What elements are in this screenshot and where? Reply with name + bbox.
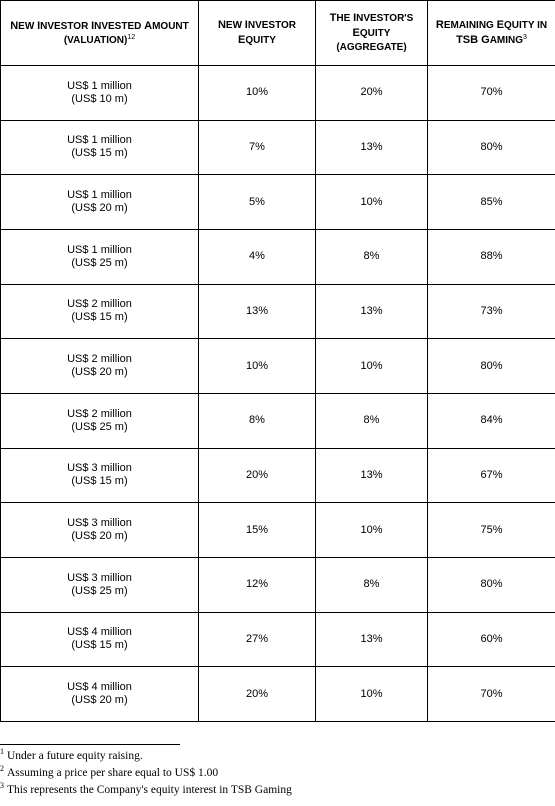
amount-cell-text: US$ 1 million xyxy=(67,134,132,147)
new-equity-cell xyxy=(199,503,316,558)
new-equity-cell xyxy=(199,393,316,448)
aggregate-equity-cell xyxy=(316,448,428,503)
amount-cell-text: (US$ 25 m) xyxy=(71,584,128,597)
remaining-equity-cell-text: 80% xyxy=(480,140,503,153)
new-equity-cell-text: 13% xyxy=(245,304,269,317)
amount-cell-text: US$ 2 million xyxy=(67,298,132,311)
remaining-equity-cell xyxy=(428,612,555,667)
amount-cell xyxy=(1,284,199,339)
amount-cell xyxy=(1,667,199,722)
new-equity-cell-text: 8% xyxy=(249,414,265,427)
new-equity-cell-text: 10% xyxy=(245,359,269,372)
remaining-equity-cell-text: 70% xyxy=(480,687,503,700)
header-text: NVESTOR xyxy=(40,20,92,32)
remaining-equity-cell-text: 80% xyxy=(480,359,503,372)
remaining-equity-cell-text: 88% xyxy=(480,250,503,263)
aggregate-equity-cell-text: 10% xyxy=(360,523,383,536)
aggregate-equity-cell-text: 13% xyxy=(360,632,383,645)
remaining-equity-cell-text: 75% xyxy=(480,523,503,536)
table-row xyxy=(1,503,555,558)
amount-cell xyxy=(1,120,199,175)
table-row xyxy=(1,120,555,175)
header-text: QUITY xyxy=(359,28,391,39)
header-text: I xyxy=(37,19,41,32)
header-text: NVESTOR'S xyxy=(356,13,414,24)
remaining-equity-cell-text: 84% xyxy=(480,414,503,427)
remaining-equity-cell-text: 70% xyxy=(480,86,503,99)
new-equity-cell-text: 4% xyxy=(249,250,265,263)
amount-cell-text: US$ 1 million xyxy=(67,79,132,92)
amount-cell xyxy=(1,229,199,284)
remaining-equity-cell-text: 73% xyxy=(480,304,503,317)
amount-cell-text: (US$ 10 m) xyxy=(71,92,128,105)
amount-cell xyxy=(1,612,199,667)
header-text: HE xyxy=(336,13,354,24)
header-row xyxy=(1,1,555,66)
amount-cell xyxy=(1,448,199,503)
footnote-number: 2 xyxy=(0,764,4,773)
header-aggregate-equity xyxy=(316,1,428,66)
header-text: EW xyxy=(18,20,38,32)
aggregate-equity-cell-text: 13% xyxy=(360,140,383,153)
remaining-equity-cell xyxy=(428,120,555,175)
new-equity-cell-text: 27% xyxy=(245,632,269,645)
aggregate-equity-cell-text: 8% xyxy=(363,250,380,263)
header-text: T xyxy=(329,12,337,24)
table-row xyxy=(1,339,555,394)
aggregate-equity-cell xyxy=(316,393,428,448)
aggregate-equity-cell-text: 10% xyxy=(360,195,383,208)
remaining-equity-cell-text: 67% xyxy=(480,468,503,481)
table-row xyxy=(1,448,555,503)
amount-cell xyxy=(1,503,199,558)
footnote-1 xyxy=(0,748,292,765)
footnote-text: Under a future equity raising. xyxy=(7,750,143,762)
header-text: QUITY xyxy=(245,35,276,46)
footnote-text: Assuming a price per share equal to US$ 1.00 xyxy=(7,767,219,779)
header-text: (VALUATION) xyxy=(63,34,128,46)
amount-cell-text: (US$ 20 m) xyxy=(71,366,128,379)
remaining-equity-cell xyxy=(428,175,555,230)
header-remaining-equity xyxy=(428,1,555,66)
footnote-text: This represents the Company's equity interest in TSB Gaming xyxy=(7,784,292,796)
remaining-equity-cell xyxy=(428,667,555,722)
aggregate-equity-cell-text: 13% xyxy=(360,304,383,317)
new-equity-cell-text: 7% xyxy=(249,140,265,153)
amount-cell-text: (US$ 15 m) xyxy=(71,475,128,488)
amount-cell-text: US$ 3 million xyxy=(67,517,132,530)
header-text: QUITY IN xyxy=(503,20,548,31)
amount-cell-text: US$ 4 million xyxy=(67,626,132,639)
header-text: N xyxy=(217,19,226,31)
table-row xyxy=(1,175,555,230)
amount-cell xyxy=(1,175,199,230)
new-equity-cell-text: 20% xyxy=(245,468,269,481)
aggregate-equity-cell xyxy=(316,229,428,284)
new-equity-cell xyxy=(199,339,316,394)
aggregate-equity-cell-text: 8% xyxy=(363,578,380,591)
aggregate-equity-cell-text: 10% xyxy=(360,359,383,372)
header-text: EMAINING xyxy=(443,20,497,31)
amount-cell xyxy=(1,66,199,121)
remaining-equity-cell xyxy=(428,393,555,448)
footnote-3 xyxy=(0,782,292,799)
header-text: I xyxy=(244,19,248,31)
aggregate-equity-cell-text: 13% xyxy=(360,468,383,481)
aggregate-equity-cell-text: 10% xyxy=(360,687,383,700)
header-text: NVESTED xyxy=(94,20,145,32)
amount-cell-text: US$ 4 million xyxy=(67,681,132,694)
new-equity-cell-text: 10% xyxy=(245,86,269,99)
header-text: MOUNT xyxy=(152,20,189,32)
table-row xyxy=(1,66,555,121)
remaining-equity-cell xyxy=(428,503,555,558)
remaining-equity-cell-text: 85% xyxy=(480,195,503,208)
header-text: AMING xyxy=(489,35,524,46)
header-text: (AGGREGATE) xyxy=(336,42,407,53)
amount-cell-text: (US$ 25 m) xyxy=(71,420,128,433)
table-row xyxy=(1,393,555,448)
remaining-equity-cell xyxy=(428,66,555,121)
remaining-equity-cell xyxy=(428,339,555,394)
new-equity-cell-text: 5% xyxy=(249,195,265,208)
footnote-divider xyxy=(0,744,180,745)
header-text: R xyxy=(435,19,444,31)
aggregate-equity-cell xyxy=(316,175,428,230)
footnote-ref: 12 xyxy=(127,33,136,41)
aggregate-equity-cell xyxy=(316,66,428,121)
header-investment-amount xyxy=(1,1,199,66)
header-text: EW xyxy=(225,20,245,31)
aggregate-equity-cell xyxy=(316,120,428,175)
remaining-equity-cell-text: 80% xyxy=(480,578,503,591)
amount-cell-text: US$ 2 million xyxy=(67,353,132,366)
remaining-equity-cell xyxy=(428,448,555,503)
amount-cell xyxy=(1,339,199,394)
remaining-equity-cell xyxy=(428,284,555,339)
header-text: E xyxy=(496,19,504,31)
amount-cell xyxy=(1,557,199,612)
header-text: E xyxy=(352,27,360,39)
header-text: E xyxy=(238,34,246,46)
amount-cell-text: (US$ 15 m) xyxy=(71,311,128,324)
aggregate-equity-cell xyxy=(316,667,428,722)
header-new-investor-equity xyxy=(199,1,316,66)
new-equity-cell xyxy=(199,557,316,612)
amount-cell xyxy=(1,393,199,448)
header-text: NVESTOR xyxy=(247,20,297,31)
new-equity-cell xyxy=(199,448,316,503)
new-equity-cell-text: 20% xyxy=(245,687,269,700)
table-row xyxy=(1,284,555,339)
remaining-equity-cell xyxy=(428,229,555,284)
amount-cell-text: (US$ 15 m) xyxy=(71,147,128,160)
amount-cell-text: US$ 3 million xyxy=(67,571,132,584)
table-row xyxy=(1,667,555,722)
remaining-equity-cell xyxy=(428,557,555,612)
amount-cell-text: (US$ 25 m) xyxy=(71,256,128,269)
amount-cell-text: (US$ 15 m) xyxy=(71,639,128,652)
new-equity-cell xyxy=(199,175,316,230)
aggregate-equity-cell-text: 8% xyxy=(363,414,380,427)
table-row xyxy=(1,229,555,284)
footnotes xyxy=(0,748,292,799)
header-text: I xyxy=(91,19,95,32)
new-equity-cell xyxy=(199,66,316,121)
new-equity-cell xyxy=(199,120,316,175)
new-equity-cell xyxy=(199,612,316,667)
aggregate-equity-cell xyxy=(316,284,428,339)
aggregate-equity-cell xyxy=(316,339,428,394)
aggregate-equity-cell-text: 20% xyxy=(360,86,383,99)
amount-cell-text: (US$ 20 m) xyxy=(71,694,128,707)
new-equity-cell xyxy=(199,284,316,339)
header-text: N xyxy=(10,19,19,32)
footnote-number: 1 xyxy=(0,747,4,756)
amount-cell-text: US$ 2 million xyxy=(67,407,132,420)
footnote-number: 3 xyxy=(0,781,4,790)
amount-cell-text: US$ 3 million xyxy=(67,462,132,475)
footnote-2 xyxy=(0,765,292,782)
header-text: I xyxy=(353,12,357,24)
header-text: A xyxy=(144,19,153,32)
table-header xyxy=(1,1,555,66)
header-text: TSB G xyxy=(456,34,490,46)
table-row xyxy=(1,612,555,667)
table-body xyxy=(1,66,555,722)
new-equity-cell xyxy=(199,229,316,284)
aggregate-equity-cell xyxy=(316,557,428,612)
new-equity-cell xyxy=(199,667,316,722)
amount-cell-text: US$ 1 million xyxy=(67,189,132,202)
footnote-ref: 3 xyxy=(523,34,527,41)
amount-cell-text: US$ 1 million xyxy=(67,243,132,256)
table-row xyxy=(1,557,555,612)
amount-cell-text: (US$ 20 m) xyxy=(71,530,128,543)
aggregate-equity-cell xyxy=(316,503,428,558)
amount-cell-text: (US$ 20 m) xyxy=(71,202,128,215)
aggregate-equity-cell xyxy=(316,612,428,667)
new-equity-cell-text: 15% xyxy=(245,523,269,536)
remaining-equity-cell-text: 60% xyxy=(480,632,503,645)
new-equity-cell-text: 12% xyxy=(245,578,269,591)
